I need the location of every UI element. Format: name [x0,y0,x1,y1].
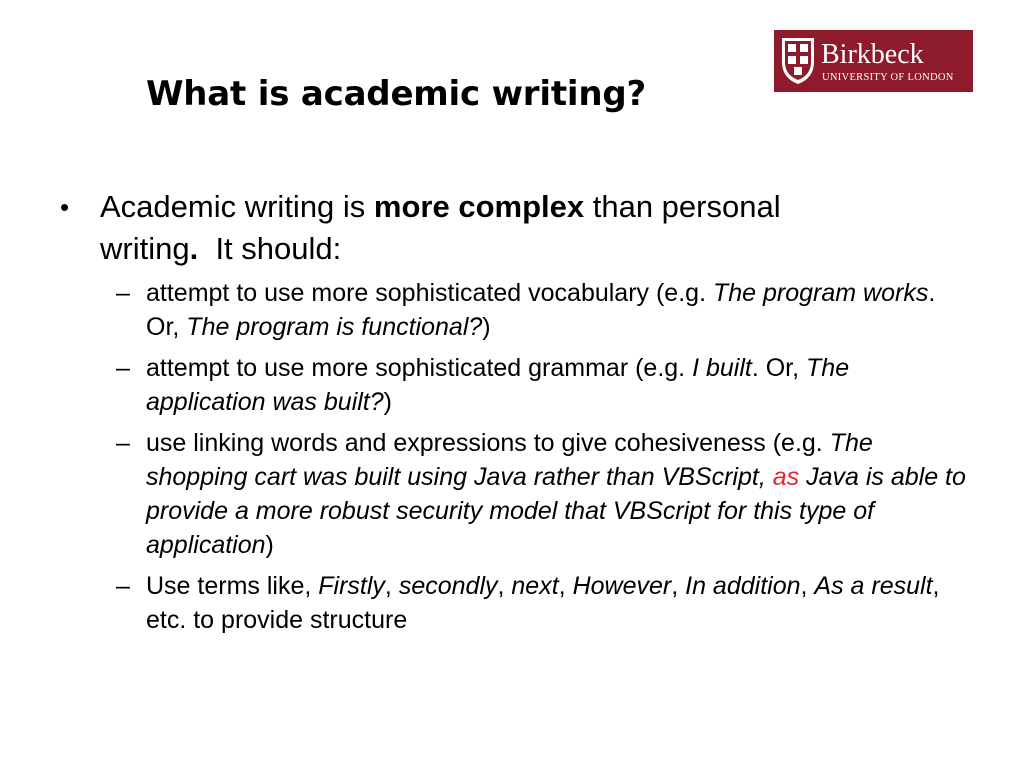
example-text: Java is able to provide a more robust security model that VBScript for this type of application [146,463,966,559]
subpoint-structure-terms [116,569,980,637]
subpoint-text-part: attempt to use more sophisticated vocabulary (e.g. [146,279,713,307]
subpoint-text-part: use linking words and expressions to give cohesiveness (e.g. [146,429,830,457]
subpoint-text-part: attempt to use more sophisticated grammar (e.g. [146,354,693,382]
subpoint-text-part: ) [265,531,274,559]
structure-term: secondly [398,572,498,600]
subpoint-grammar [116,351,980,419]
highlighted-linking-word: as [772,463,800,491]
separator: , [671,572,686,600]
birkbeck-crest-icon [774,30,973,92]
example-text: I built [692,354,752,382]
main-bullet-text [100,186,880,270]
separator: , [497,572,512,600]
subpoint-text-part: . Or, [751,354,807,382]
subpoint-vocabulary [116,276,980,344]
dash-marker: – [116,429,130,457]
subpoint-text [146,351,972,419]
structure-term: However [572,572,672,600]
structure-term: As a result [814,572,933,600]
subpoint-text-part: ) [482,313,491,341]
example-text: The shopping cart was built using Java rather than VBScript, [146,429,873,491]
subpoint-text-part: ) [383,388,392,416]
structure-term: Firstly [318,572,385,600]
subpoint-linking-words [116,426,980,562]
example-text: The program works [712,279,929,307]
structure-term: next [511,572,559,600]
dash-marker: – [116,354,130,382]
example-text: The application was built? [146,354,850,416]
dash-marker: – [116,572,130,600]
structure-term: In addition [685,572,801,600]
svg-text:Birkbeck: Birkbeck [821,39,924,70]
subpoint-text-part: , etc. to provide structure [146,572,940,634]
subpoint-text [146,276,972,344]
main-bullet [60,186,980,270]
bullet-period: . [189,231,199,266]
page-title: What is academic writing? [146,74,646,114]
svg-text:UNIVERSITY OF LONDON: UNIVERSITY OF LONDON [822,72,954,83]
bullet-marker: • [60,192,70,222]
bullet-text-part: It should: [198,231,342,266]
birkbeck-logo [774,30,973,92]
bullet-emphasis: more complex [373,189,585,224]
bullet-text-part: than personal writing [100,189,781,266]
example-text: The program is functional? [186,313,483,341]
subpoint-text [146,426,972,562]
slide-body [60,186,980,644]
separator: , [800,572,815,600]
separator: , [384,572,399,600]
bullet-text-part: Academic writing is [100,189,374,224]
subpoint-text [146,569,972,637]
subpoint-text-part: Use terms like, [146,572,319,600]
separator: , [558,572,573,600]
subpoint-text-part: . Or, [146,279,936,341]
dash-marker: – [116,279,130,307]
subpoint-list [60,276,980,637]
